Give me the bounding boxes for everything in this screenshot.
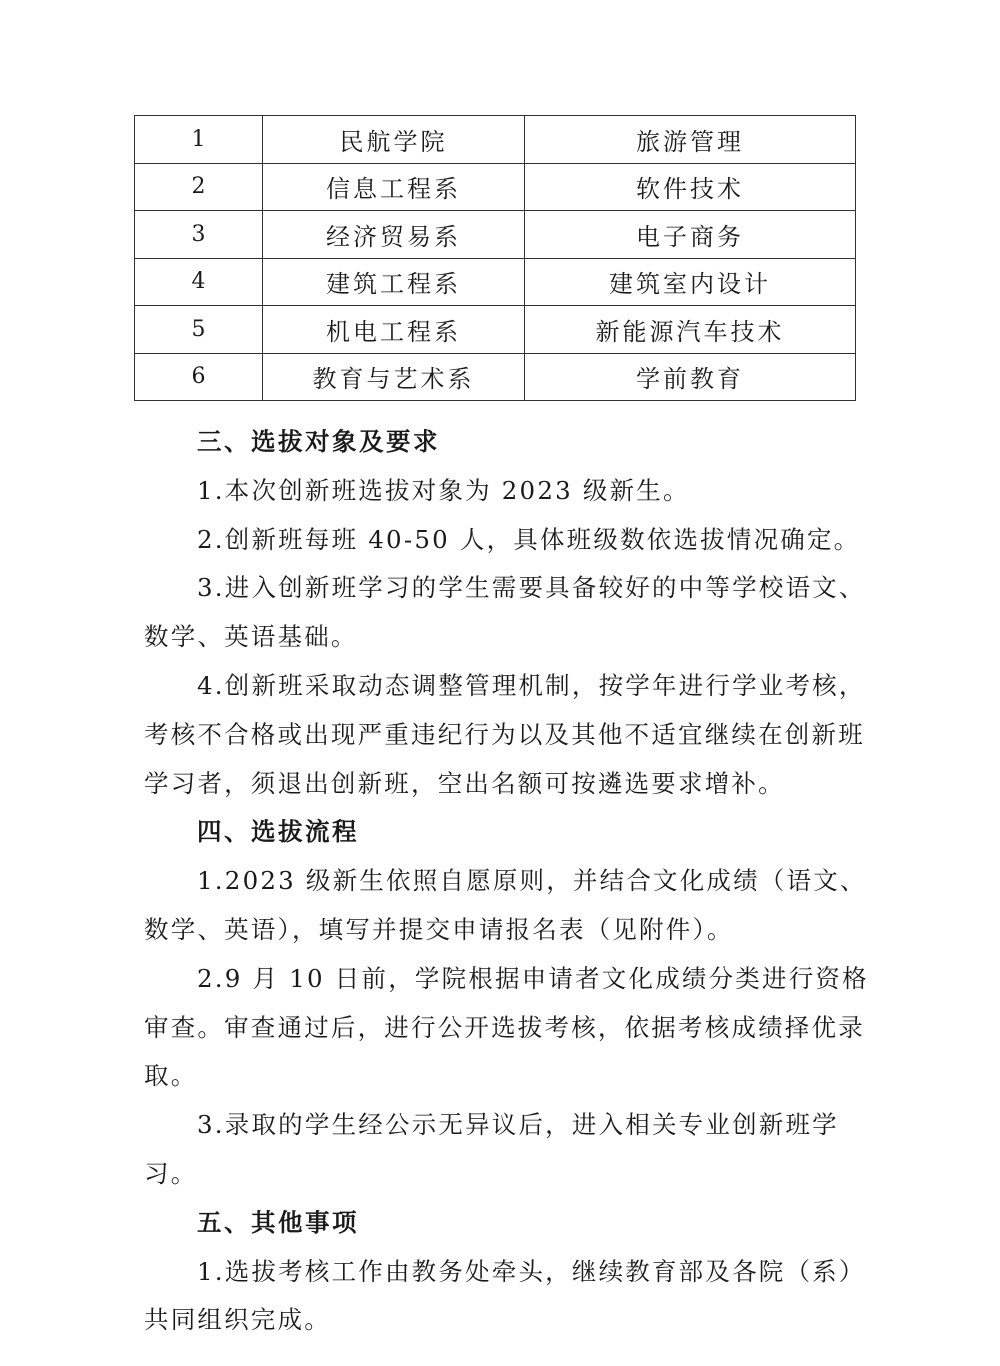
row-number: 1 <box>135 116 263 164</box>
paragraph: 3.录取的学生经公示无异议后，进入相关专业创新班学习。 <box>144 1110 839 1188</box>
paragraph: 1.2023 级新生依照自愿原则，并结合文化成绩（语文、数学、英语），填写并提交申请报名表（见附件）。 <box>144 866 867 944</box>
department-cell: 机电工程系 <box>263 306 525 354</box>
major-cell: 旅游管理 <box>525 116 856 164</box>
department-cell: 经济贸易系 <box>263 211 525 259</box>
paragraph: 2.创新班每班 40-50 人，具体班级数依选拔情况确定。 <box>197 524 861 554</box>
major-cell: 软件技术 <box>525 163 856 211</box>
table-row <box>135 258 856 306</box>
department-cell: 信息工程系 <box>263 163 525 211</box>
row-number: 3 <box>135 211 263 259</box>
table-row <box>135 211 856 259</box>
row-number: 5 <box>135 306 263 354</box>
table-row <box>135 163 856 211</box>
table-row <box>135 306 856 354</box>
table-row <box>135 116 856 164</box>
paragraph: 4.创新班采取动态调整管理机制，按学年进行学业考核，考核不合格或出现严重违纪行为以及其他不适宜继续在创新班学习者，须退出创新班，空出名额可按遴选要求增补。 <box>144 670 866 798</box>
paragraph: 1.选拔考核工作由教务处牵头，继续教育部及各院（系）共同组织完成。 <box>144 1256 866 1335</box>
section-heading-other-matters: 五、其他事项 <box>197 1207 359 1237</box>
department-cell: 建筑工程系 <box>263 258 525 306</box>
department-cell: 民航学院 <box>263 116 525 164</box>
row-number: 2 <box>135 163 263 211</box>
row-number: 6 <box>135 353 263 401</box>
major-cell: 建筑室内设计 <box>525 258 856 306</box>
major-cell: 新能源汽车技术 <box>525 306 856 354</box>
paragraph: 2.9 月 10 日前，学院根据申请者文化成绩分类进行资格审查。审查通过后，进行公开选拔考核，依据考核成绩择优录取。 <box>144 963 869 1091</box>
major-cell: 电子商务 <box>525 211 856 259</box>
majors-table <box>134 115 856 401</box>
paragraph: 1.本次创新班选拔对象为 2023 级新生。 <box>197 475 690 505</box>
table-row <box>135 353 856 401</box>
document-body <box>144 418 884 1345</box>
row-number: 4 <box>135 258 263 306</box>
section-heading-selection-criteria: 三、选拔对象及要求 <box>197 427 440 456</box>
paragraph: 3.进入创新班学习的学生需要具备较好的中等学校语文、数学、英语基础。 <box>144 573 866 652</box>
major-cell: 学前教育 <box>525 353 856 401</box>
department-cell: 教育与艺术系 <box>263 353 525 401</box>
section-heading-selection-process: 四、选拔流程 <box>197 817 359 847</box>
